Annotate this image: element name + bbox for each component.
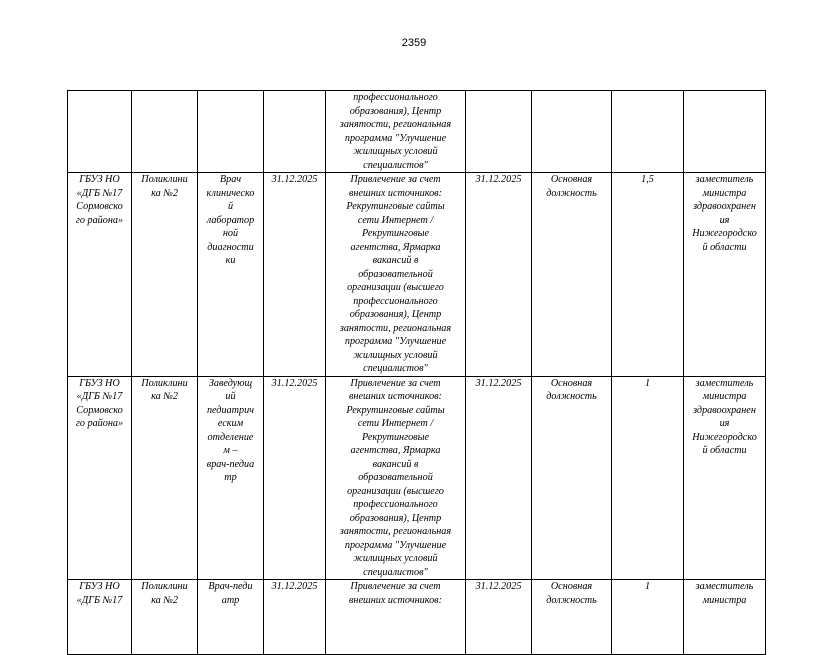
table-row [68,173,766,377]
position-cell: Заведующ ий педиатрич еским отделение м – врач-педиа тр [198,376,264,580]
organization-cell: ГБУЗ НО «ДГБ №17 Сормовско го района» [68,173,132,377]
unit-cell: Поликлини ка №2 [132,173,198,377]
position-type-cell: Основная должность [532,376,612,580]
table-row [68,91,766,173]
position-type-cell: Основная должность [532,173,612,377]
staffing-table [67,90,766,655]
responsible-cell: заместитель министра здравоохранен ия Нижегородско й области [684,173,766,377]
responsible-cell: заместитель министра [684,580,766,655]
position-type-cell [532,91,612,173]
rate-cell: 1 [612,580,684,655]
position-cell [198,91,264,173]
measures-cell: Привлечение за счет внешних источников: Рекрутинговые сайты сети Интернет / Рекрутинговые агентства, Ярмарка вакансий в образовательной организации (высшего профессионального образования), Центр занятости, региональная программа "Улучшение жилищных условий специалистов" [326,376,466,580]
rate-cell [612,91,684,173]
position-cell: Врач-педи атр [198,580,264,655]
deadline-cell: 31.12.2025 [466,580,532,655]
measures-cell: профессионального образования), Центр занятости, региональная программа "Улучшение жилищных условий специалистов" [326,91,466,173]
responsible-cell: заместитель министра здравоохранен ия Нижегородско й области [684,376,766,580]
position-type-cell: Основная должность [532,580,612,655]
position-cell: Врач клиническо й лаборатор ной диагности ки [198,173,264,377]
deadline-cell: 31.12.2025 [466,376,532,580]
organization-cell: ГБУЗ НО «ДГБ №17 Сормовско го района» [68,376,132,580]
rate-cell: 1,5 [612,173,684,377]
date-cell: 31.12.2025 [264,580,326,655]
page-number: 2359 [401,37,427,49]
organization-cell: ГБУЗ НО «ДГБ №17 [68,580,132,655]
deadline-cell [466,91,532,173]
date-cell: 31.12.2025 [264,376,326,580]
responsible-cell [684,91,766,173]
deadline-cell: 31.12.2025 [466,173,532,377]
rate-cell: 1 [612,376,684,580]
measures-cell: Привлечение за счет внешних источников: [326,580,466,655]
unit-cell: Поликлини ка №2 [132,376,198,580]
table-row [68,580,766,655]
organization-cell [68,91,132,173]
unit-cell [132,91,198,173]
unit-cell: Поликлини ка №2 [132,580,198,655]
date-cell: 31.12.2025 [264,173,326,377]
measures-cell: Привлечение за счет внешних источников: Рекрутинговые сайты сети Интернет / Рекрутинговые агентства, Ярмарка вакансий в образовательной организации (высшего профессионального образования), Центр занятости, региональная программа "Улучшение жилищных условий специалистов" [326,173,466,377]
table-row [68,376,766,580]
date-cell [264,91,326,173]
